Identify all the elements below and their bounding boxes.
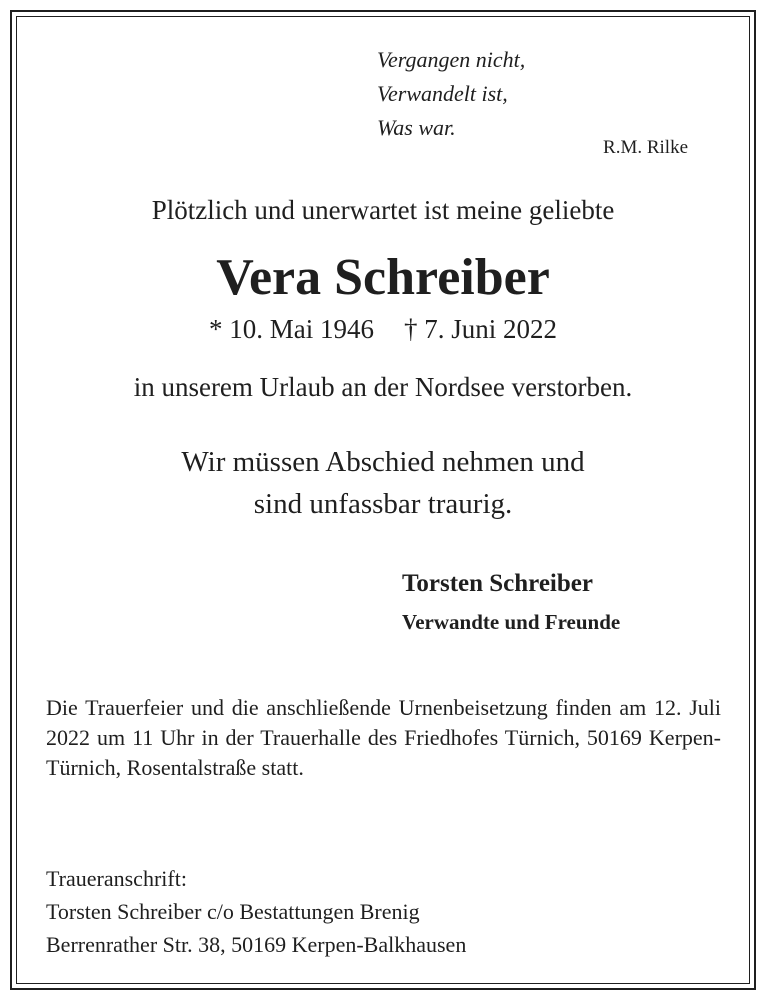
address-line: Berrenrather Str. 38, 50169 Kerpen-Balkhausen <box>46 932 467 957</box>
life-dates <box>0 314 766 345</box>
intro-text: Plötzlich und unerwartet ist meine geliebte <box>151 195 615 225</box>
grief-line: Wir müssen Abschied nehmen und <box>181 446 585 478</box>
poem-line: Was war. <box>377 115 456 140</box>
ceremony-details: Die Trauerfeier und die anschließende Urnenbeisetzung finden am 12. Juli 2022 um 11 Uhr in der Trauerhalle des Friedhofes Türnich, 50169 Kerpen-Türnich, Rosentalstraße statt. <box>46 695 721 780</box>
grief-line: sind unfassbar traurig. <box>253 488 513 520</box>
address-label: Traueranschrift: <box>46 866 187 891</box>
address-line: Torsten Schreiber c/o Bestattungen Brenig <box>46 899 420 924</box>
birth-date: * 10. Mai 1946 <box>208 314 374 344</box>
mourning-address <box>46 862 466 961</box>
mourner-secondary: Verwandte und Freunde <box>402 610 621 634</box>
mourner-primary: Torsten Schreiber <box>402 570 593 597</box>
passing-text: in unserem Urlaub an der Nordsee verstorben. <box>133 372 633 402</box>
poem-author: R.M. Rilke <box>603 137 688 158</box>
poem-line: Vergangen nicht, <box>377 47 526 72</box>
poem-line: Verwandelt ist, <box>377 81 508 106</box>
grief-text <box>0 441 766 525</box>
deceased-name: Vera Schreiber <box>216 249 550 306</box>
death-date: † 7. Juni 2022 <box>403 314 557 344</box>
mourners-signature <box>402 566 620 642</box>
poem-quote <box>377 43 525 145</box>
